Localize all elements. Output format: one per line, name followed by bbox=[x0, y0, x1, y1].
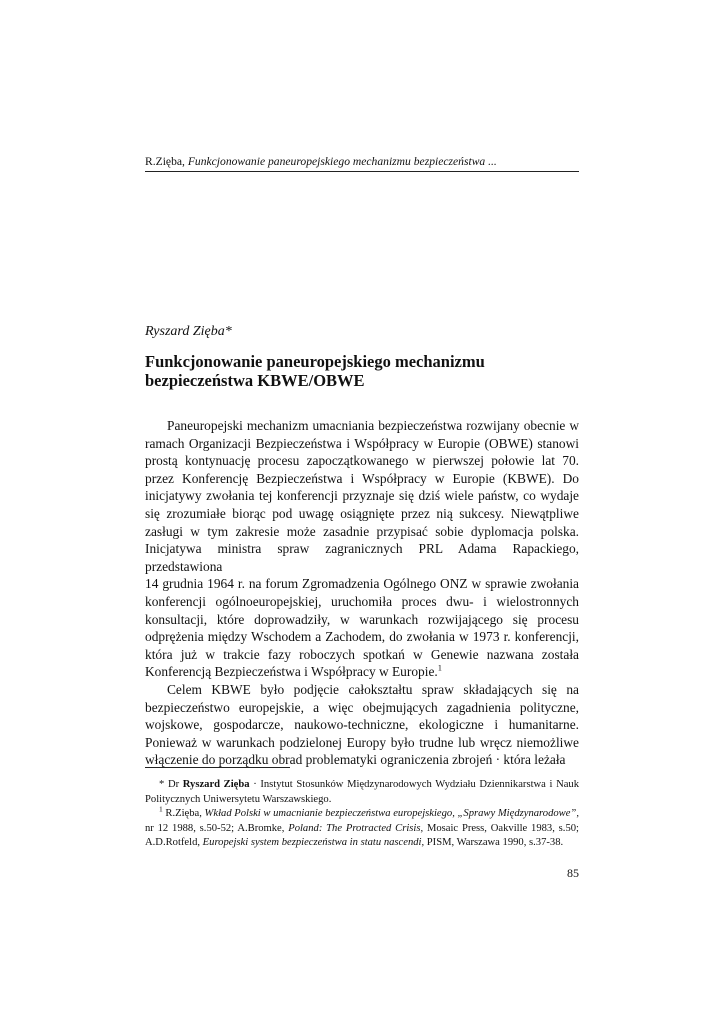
footnote-star-prefix: Dr bbox=[167, 779, 183, 790]
article-author: Ryszard Zięba* bbox=[145, 324, 232, 339]
footnote-1-number: 1 bbox=[159, 804, 163, 814]
paragraph-1a: Paneuropejski mechanizm umacniania bezpieczeństwa rozwijany obecnie w ramach Organizacji Bezpieczeństwa i Współpracy w Europie (OBWE) stanowi prostą kontynuację procesu zapoczątkowanego w pierwszej połowie lat 70. przez Konferencję Bezpieczeństwa i Współpracy w Europie (KBWE). Do inicjatywy zwołania tej konferencji przyznaje się dziś wiele państw, co wydaje się zrozumiałe biorąc pod uwagę osiągnięte przez nią sukcesy. Niewątpliwe zasługi w tym zakresie może zasadnie przypisać sobie dyplomacja polska. Inicjatywa ministra spraw zagranicznych PRL Adama Rapackiego, przedstawiona bbox=[145, 418, 579, 574]
footnote-star-mark: * bbox=[159, 779, 168, 790]
running-header-author: R.Zięba, bbox=[145, 155, 188, 168]
page-number: 85 bbox=[567, 866, 579, 880]
paragraph-1b bbox=[145, 575, 579, 681]
article-title-line-1: Funkcjonowanie paneuropejskiego mechanizmu bbox=[145, 352, 485, 371]
footnote-separator bbox=[145, 767, 290, 768]
footnote-star-name: Ryszard Zięba bbox=[182, 779, 250, 790]
paragraph-2: Celem KBWE było podjęcie całokształtu spraw składających się na bezpieczeństwo europejskie, a więc obejmujących zagadnienia polityczne, wojskowe, gospodarcze, naukowo-techniczne, ekologiczne i humanitarne. Ponieważ w warunkach podzielonej Europy było trudne lub wręcz niemożliwe włączenie do porządku obrad problematyki ograniczenia zbrojeń · która leżała bbox=[145, 681, 579, 768]
footnote-1-title-b: Poland: The Protracted Crisis, bbox=[288, 822, 424, 834]
footnote-1-text-b: , nr 12 1988, s.50-52; A.Bromke, bbox=[145, 808, 579, 834]
footnote-1-title-c: Europejski system bezpieczeństwa in statu nascendi, bbox=[202, 837, 425, 849]
running-header bbox=[145, 155, 579, 172]
footnote-1-text-c: Mosaic Press, Oakville 1983, s.50; A.D.Rotfeld, bbox=[145, 822, 579, 849]
footnote-1-title-a: Wkład Polski w umacnianie bezpieczeństwa europejskiego, „Sprawy Międzynarodowe” bbox=[204, 808, 577, 820]
footnote-1-text-a: R.Zięba, bbox=[162, 808, 205, 820]
footnotes bbox=[145, 778, 579, 851]
article-body bbox=[145, 417, 579, 769]
footnote-star bbox=[145, 778, 579, 807]
paragraph-1b-text: 14 grudnia 1964 r. na forum Zgromadzenia Ogólnego ONZ w sprawie zwołania konferencji ogólnoeuropejskiej, uruchomiła proces dwu- i wielostronnych konsultacji, które doprowadziły, w warunkach rozwijającego się procesu odprężenia między Wschodem a Zachodem, do zwołania w 1973 r. konferencji, która już w trakcie fazy roboczych spotkań w Genewie nazwana została Konferencją Bezpieczeństwa i Współpracy w Europie. bbox=[145, 576, 579, 680]
footnote-1 bbox=[145, 804, 579, 851]
footnote-1-text-d: PISM, Warszawa 1990, s.37-38. bbox=[424, 837, 564, 849]
footnote-reference-1[interactable]: 1 bbox=[437, 662, 442, 673]
article-title bbox=[145, 352, 579, 390]
article-title-line-2: bezpieczeństwa KBWE/OBWE bbox=[145, 371, 365, 390]
footnote-star-text: · Instytut Stosunków Międzynarodowych Wydziału Dziennikarstwa i Nauk Politycznych Uniwersytetu Warszawskiego. bbox=[145, 779, 580, 805]
running-header-title: Funkcjonowanie paneuropejskiego mechanizmu bezpieczeństwa ... bbox=[187, 155, 497, 168]
